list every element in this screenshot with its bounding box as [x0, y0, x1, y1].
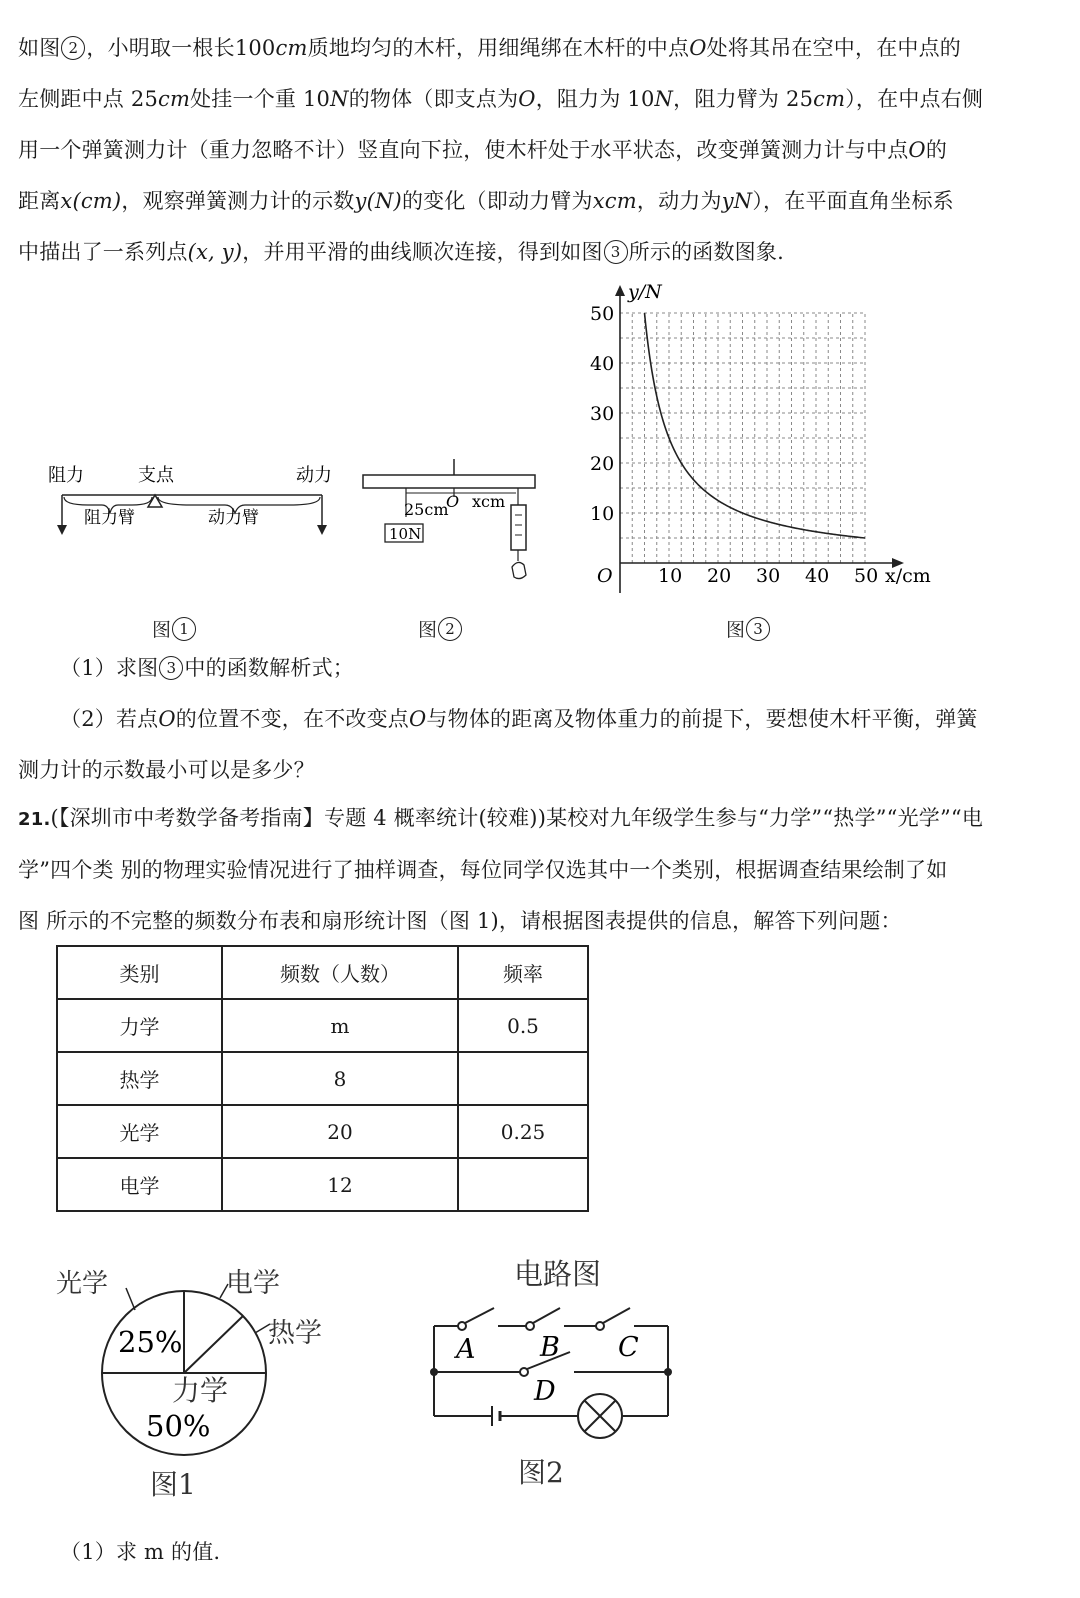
switch-c-label: C: [618, 1332, 639, 1363]
pie-value-50: 50%: [146, 1409, 211, 1443]
problem-21: 21.(【深圳市中考数学备考指南】专题 4 概率统计(较难))某校对九年级学生参与“力学”“热学”“光学”“电 学”四个类 别的物理实验情况进行了抽样调查，每位同学仅选其中一个类别，根据调查结果绘制了如 图 所示的不完整的频数分布表和扇形统计图（图 1)，请根据图表提供的信息，解答下列问题：: [18, 806, 984, 933]
table-cell: 8: [222, 1052, 458, 1105]
switch-a-label: A: [456, 1334, 476, 1365]
subquestions: （1）求图 3 中的函数解析式； （2）若点O的位置不变，在不改变点O与物体的距离及物体重力的前提下，要想使木杆平衡，弹簧 测力计的示数最小可以是多少？: [18, 656, 978, 782]
circled-number: 2: [61, 36, 85, 60]
table-cell: 20: [222, 1105, 458, 1158]
table-row: [57, 999, 588, 1052]
label-weight: 10N: [389, 525, 422, 543]
label-25cm: 25cm: [404, 500, 449, 519]
circuit-diagram: [420, 1250, 700, 1500]
table-cell: m: [222, 999, 458, 1052]
table-cell: [458, 1052, 588, 1105]
table-cell: 12: [222, 1158, 458, 1211]
x-tick-label: 20: [707, 565, 732, 587]
circled-number: 1: [172, 617, 196, 641]
figure-3-chart: [580, 280, 950, 600]
table-cell: 0.25: [458, 1105, 588, 1158]
x-tick-label: 30: [756, 565, 781, 587]
switch-b-label: B: [540, 1332, 560, 1363]
label-effort-arm: 动力臂: [208, 508, 259, 528]
y-tick-label: 50: [590, 303, 615, 325]
figure-2-caption: 图 2: [418, 615, 463, 642]
pie-value-25: 25%: [118, 1325, 183, 1359]
table-row: [57, 1105, 588, 1158]
figure-1-caption: 图 1: [152, 615, 197, 642]
label-xcm: xcm: [472, 492, 506, 511]
table-cell: 0.5: [458, 999, 588, 1052]
y-tick-label: 10: [590, 503, 615, 525]
x-tick-label: 40: [805, 565, 830, 587]
final-question: （1）求 m 的值.: [60, 1540, 221, 1564]
x-tick-label: 50: [854, 565, 879, 587]
label-resist-arm: 阻力臂: [84, 508, 135, 528]
figure-2-rod: [358, 455, 543, 590]
table-row: [57, 1052, 588, 1105]
label-o: O: [446, 492, 460, 511]
circled-number: 2: [438, 617, 462, 641]
y-tick-label: 20: [590, 453, 615, 475]
figure-1-lever: [40, 455, 350, 545]
x-tick-label: 10: [658, 565, 683, 587]
table-header-row: [57, 946, 588, 999]
table-cell: 热学: [57, 1052, 222, 1105]
header-cell: 类别: [57, 946, 222, 999]
origin-label: O: [597, 565, 613, 587]
frequency-table: [56, 945, 589, 1212]
table-cell: [458, 1158, 588, 1211]
circled-number: 3: [159, 656, 183, 680]
label-effort: 动力: [296, 465, 332, 486]
x-axis-label: x/cm: [885, 565, 931, 587]
circuit-caption: 图2: [518, 1456, 564, 1489]
table-cell: 光学: [57, 1105, 222, 1158]
pie-label-rexue: 热学: [268, 1318, 322, 1349]
pie-caption: 图1: [150, 1468, 196, 1501]
header-cell: 频率: [458, 946, 588, 999]
header-cell: 频数（人数）: [222, 946, 458, 999]
label-fulcrum: 支点: [138, 465, 174, 486]
pie-label-lixue: 力学: [172, 1374, 229, 1407]
circled-number: 3: [604, 240, 628, 264]
table-row: [57, 1158, 588, 1211]
pie-label-guangxue: 光学: [56, 1269, 109, 1299]
y-axis-label: y/N: [628, 281, 662, 303]
label-resist: 阻力: [48, 465, 84, 486]
y-tick-label: 30: [590, 403, 615, 425]
table-cell: 电学: [57, 1158, 222, 1211]
spring-scale: [511, 505, 526, 550]
circuit-title: 电路图: [514, 1257, 602, 1291]
circled-number: 3: [746, 617, 770, 641]
table-cell: 力学: [57, 999, 222, 1052]
intro-paragraph: 如图 2 ，小明取一根长100cm质地均匀的木杆，用细绳绑在木杆的中点O处将其吊在空中，在中点的 左侧距中点 25cm处挂一个重 10N的物体（即支点为O，阻力为 10N，阻力臂为 25cm），在中点右侧 用一个弹簧测力计（重力忽略不计）竖直向下拉，使木杆处于水平状态，改变弹簧测力计与中点O的 距离x(cm)，观察弹簧测力计的示数y(N)的变化（即动力臂为xcm，动力为yN），在平面直角坐标系 中描出了一系列点(x, y)，并用平滑的曲线顺次连接，得到如图 3 所示的函数图象.: [18, 36, 984, 264]
figure-3-caption: 图 3: [726, 615, 771, 642]
switch-d-label: D: [534, 1376, 556, 1407]
pie-label-dianxue: 电学: [226, 1268, 280, 1299]
pie-chart: [50, 1258, 350, 1508]
y-tick-label: 40: [590, 353, 615, 375]
